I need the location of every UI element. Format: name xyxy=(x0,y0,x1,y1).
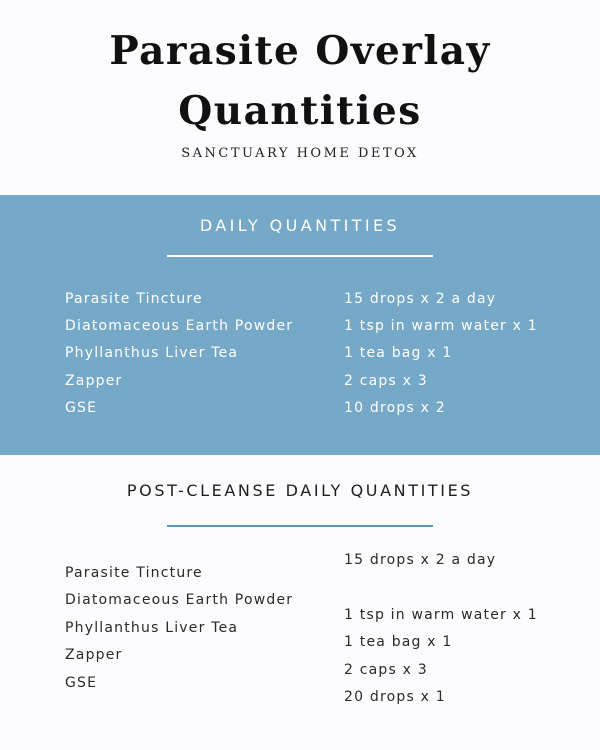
post-item-name: Diatomaceous Earth Powder xyxy=(65,592,294,608)
daily-item-qty: 10 drops x 2 xyxy=(344,400,446,416)
page-title-line-1: Parasite Overlay xyxy=(109,28,491,74)
post-item-qty: 1 tea bag x 1 xyxy=(344,634,453,650)
post-item-name: Phyllanthus Liver Tea xyxy=(65,620,239,636)
daily-item-qty: 15 drops x 2 a day xyxy=(344,291,497,307)
post-item-qty: 15 drops x 2 a day xyxy=(344,552,497,568)
post-item-name: Zapper xyxy=(65,647,123,663)
daily-item-name: Diatomaceous Earth Powder xyxy=(65,318,294,334)
daily-item-name: Zapper xyxy=(65,373,123,389)
daily-item-name: GSE xyxy=(65,400,98,416)
post-item-qty: 20 drops x 1 xyxy=(344,689,446,705)
page-subtitle: SANCTUARY HOME DETOX xyxy=(181,146,419,161)
daily-item-name: Phyllanthus Liver Tea xyxy=(65,345,239,361)
post-cleanse-section-heading: POST-CLEANSE DAILY QUANTITIES xyxy=(126,481,474,500)
daily-item-qty: 1 tsp in warm water x 1 xyxy=(344,318,538,334)
daily-item-name: Parasite Tincture xyxy=(65,291,203,307)
daily-divider xyxy=(167,255,433,257)
post-item-name: Parasite Tincture xyxy=(65,565,203,581)
post-item-qty: 1 tsp in warm water x 1 xyxy=(344,607,538,623)
post-item-name: GSE xyxy=(65,675,98,691)
daily-section-heading: DAILY QUANTITIES xyxy=(199,216,401,235)
page-title-line-2: Quantities xyxy=(178,88,422,134)
post-item-qty: 2 caps x 3 xyxy=(344,662,428,678)
post-cleanse-divider xyxy=(167,525,433,527)
daily-item-qty: 2 caps x 3 xyxy=(344,373,428,389)
daily-item-qty: 1 tea bag x 1 xyxy=(344,345,453,361)
